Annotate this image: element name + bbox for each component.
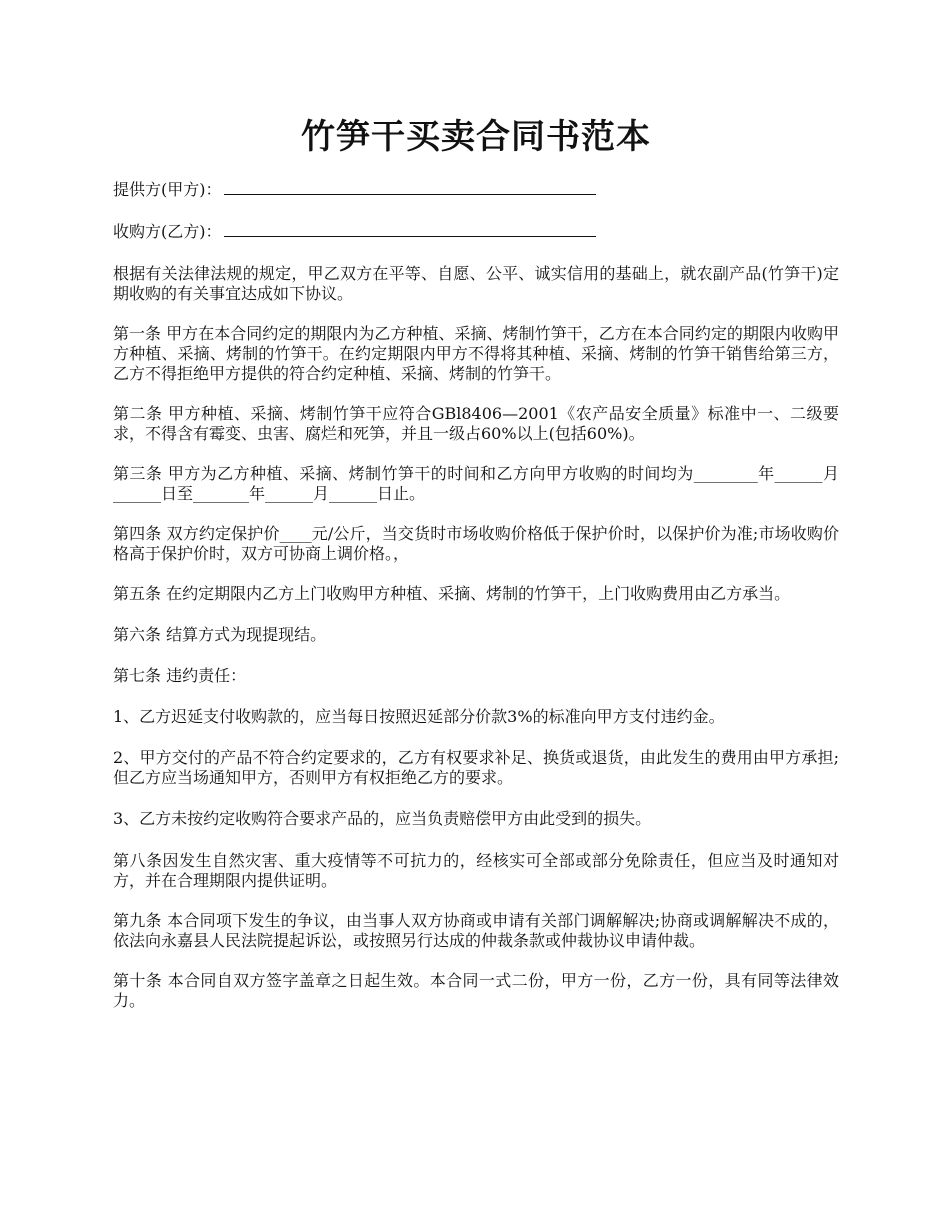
paragraph-clause-2: 2、甲方交付的产品不符合约定要求的，乙方有权要求补足、换货或退货，由此发生的费用由甲方承担;但乙方应当场通知甲方，否则甲方有权拒绝乙方的要求。 <box>113 748 839 787</box>
paragraph-article-7: 第七条 违约责任： <box>113 666 247 685</box>
paragraph-preamble: 根据有关法律法规的规定，甲乙双方在平等、自愿、公平、诚实信用的基础上，就农副产品(竹笋干)定期收购的有关事宜达成如下协议。 <box>113 264 839 303</box>
paragraph-article-1: 第一条 甲方在本合同约定的期限内为乙方种植、采摘、烤制竹笋干，乙方在本合同约定的期限内收购甲方种植、采摘、烤制的竹笋干。在约定期限内甲方不得将其种植、采摘、烤制的竹笋干销售给第三方，乙方不得拒绝甲方提供的符合约定种植、采摘、烤制的竹笋干。 <box>113 324 839 383</box>
paragraph-article-6: 第六条 结算方式为现提现结。 <box>113 625 327 644</box>
paragraph-article-3: 第三条 甲方为乙方种植、采摘、烤制竹笋干的时间和乙方向甲方收购的时间均为________年______月______日至_______年______月______日止。 <box>113 464 839 503</box>
document-page <box>113 0 839 1011</box>
supplier-blank <box>224 180 596 195</box>
paragraph-article-9: 第九条 本合同项下发生的争议，由当事人双方协商或申请有关部门调解解决;协商或调解解决不成的，依法向永嘉县人民法院提起诉讼，或按照另行达成的仲裁条款或仲裁协议申请仲裁。 <box>113 911 839 950</box>
paragraph-article-2: 第二条 甲方种植、采摘、烤制竹笋干应符合GBl8406—2001《农产品安全质量》标准中一、二级要求，不得含有霉变、虫害、腐烂和死笋，并且一级占60%以上(包括60%)。 <box>113 404 839 443</box>
supplier-label: 提供方(甲方)： <box>113 180 222 199</box>
buyer-line <box>113 222 839 242</box>
document-title: 竹笋干买卖合同书范本 <box>301 117 651 157</box>
paragraph-article-10: 第十条 本合同自双方签字盖章之日起生效。本合同一式二份，甲方一份，乙方一份，具有同等法律效力。 <box>113 971 839 1010</box>
buyer-blank <box>224 222 596 237</box>
supplier-line <box>113 180 839 200</box>
buyer-label: 收购方(乙方)： <box>113 222 222 241</box>
paragraph-clause-3: 3、乙方未按约定收购符合要求产品的，应当负责赔偿甲方由此受到的损失。 <box>113 809 652 828</box>
paragraph-article-5: 第五条 在约定期限内乙方上门收购甲方种植、采摘、烤制的竹笋干，上门收购费用由乙方承当。 <box>113 584 791 603</box>
paragraph-article-4: 第四条 双方约定保护价____元/公斤，当交货时市场收购价格低于保护价时，以保护价为准;市场收购价格高于保护价时，双方可协商上调价格。， <box>113 524 839 563</box>
paragraph-clause-1: 1、乙方迟延支付收购款的，应当每日按照迟延部分价款3%的标准向甲方支付违约金。 <box>113 707 725 726</box>
paragraph-article-8: 第八条因发生自然灾害、重大疫情等不可抗力的，经核实可全部或部分免除责任，但应当及时通知对方，并在合理期限内提供证明。 <box>113 851 839 890</box>
